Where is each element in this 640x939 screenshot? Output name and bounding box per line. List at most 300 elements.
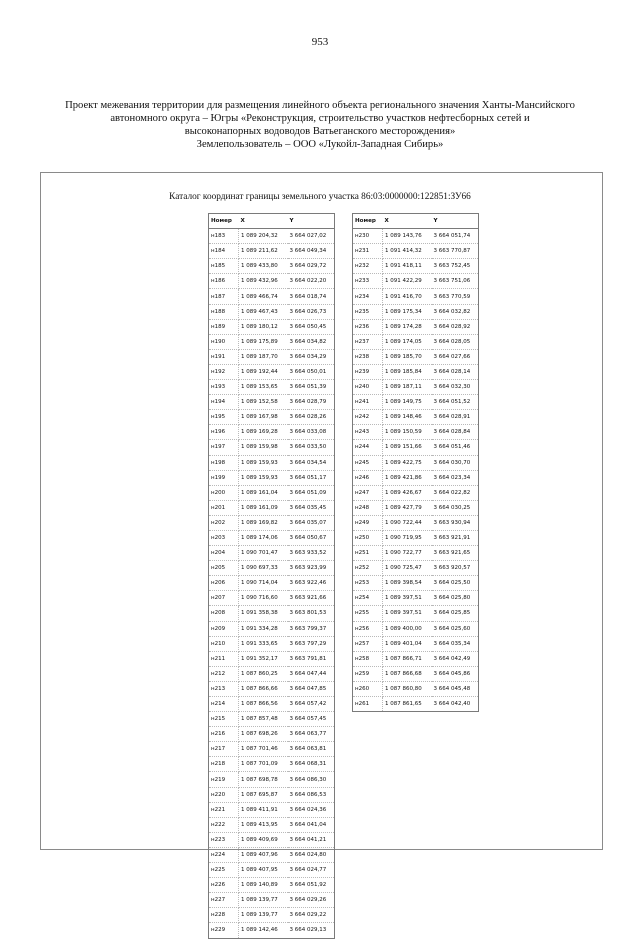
table-row (353, 319, 479, 334)
coordinate-x: 1 090 725,47 (383, 561, 432, 576)
coordinate-x: 1 089 143,76 (383, 229, 432, 244)
coordinate-y: 3 664 028,92 (432, 319, 479, 334)
point-number: н210 (209, 636, 239, 651)
coordinate-y: 3 664 035,45 (288, 500, 335, 515)
point-number: н236 (353, 319, 383, 334)
point-number: н239 (353, 364, 383, 379)
coordinate-x: 1 089 142,46 (239, 923, 288, 938)
point-number: н241 (353, 395, 383, 410)
table-row (209, 485, 335, 500)
coordinate-x: 1 089 159,98 (239, 440, 288, 455)
coordinate-x: 1 089 204,32 (239, 229, 288, 244)
table-row (209, 576, 335, 591)
point-number: н258 (353, 651, 383, 666)
coordinate-y: 3 664 063,77 (288, 727, 335, 742)
table-row (353, 440, 479, 455)
point-number: н245 (353, 455, 383, 470)
point-number: н213 (209, 681, 239, 696)
point-number: н252 (353, 561, 383, 576)
point-number: н261 (353, 697, 383, 712)
coordinate-x: 1 089 407,96 (239, 847, 288, 862)
table-row (209, 470, 335, 485)
coordinate-x: 1 089 139,77 (239, 893, 288, 908)
table-row (209, 606, 335, 621)
table-row (209, 787, 335, 802)
coordinate-y: 3 664 057,42 (288, 697, 335, 712)
point-number: н219 (209, 772, 239, 787)
table-row (209, 712, 335, 727)
table-row (209, 380, 335, 395)
table-row (209, 878, 335, 893)
coordinate-y: 3 664 051,17 (288, 470, 335, 485)
column-header-x: X (383, 214, 432, 229)
table-body-right (353, 229, 479, 712)
coordinate-y: 3 664 028,05 (432, 334, 479, 349)
point-number: н183 (209, 229, 239, 244)
header-line-4: Землепользователь – ООО «Лукойл-Западная Сибирь» (196, 139, 444, 150)
coordinate-x: 1 089 148,46 (383, 410, 432, 425)
point-number: н217 (209, 742, 239, 757)
coordinate-y: 3 663 921,65 (432, 546, 479, 561)
point-number: н259 (353, 666, 383, 681)
coordinate-y: 3 664 032,30 (432, 380, 479, 395)
coordinate-y: 3 664 051,09 (288, 485, 335, 500)
page-number: 953 (311, 36, 329, 48)
coordinate-x: 1 091 333,65 (239, 636, 288, 651)
coordinate-y: 3 664 027,66 (432, 349, 479, 364)
coordinate-y: 3 664 030,70 (432, 455, 479, 470)
coordinate-y: 3 663 752,45 (432, 259, 479, 274)
point-number: н215 (209, 712, 239, 727)
point-number: н257 (353, 636, 383, 651)
point-number: н189 (209, 319, 239, 334)
coordinate-x: 1 089 411,91 (239, 802, 288, 817)
coordinate-y: 3 663 920,57 (432, 561, 479, 576)
point-number: н198 (209, 455, 239, 470)
coordinate-x: 1 089 422,75 (383, 455, 432, 470)
coordinate-y: 3 664 022,82 (432, 485, 479, 500)
coordinate-x: 1 089 187,11 (383, 380, 432, 395)
column-header-y: Y (288, 214, 335, 229)
coordinate-y: 3 664 033,50 (288, 440, 335, 455)
point-number: н190 (209, 334, 239, 349)
table-row (353, 395, 479, 410)
table-row (209, 908, 335, 923)
table-row (209, 636, 335, 651)
coordinate-x: 1 091 358,38 (239, 606, 288, 621)
point-number: н234 (353, 289, 383, 304)
point-number: н185 (209, 259, 239, 274)
coordinate-x: 1 089 400,00 (383, 621, 432, 636)
table-row (353, 425, 479, 440)
table-row (209, 591, 335, 606)
coordinate-x: 1 089 407,95 (239, 863, 288, 878)
coordinate-y: 3 664 050,67 (288, 530, 335, 545)
table-row (209, 259, 335, 274)
point-number: н205 (209, 561, 239, 576)
table-row (209, 772, 335, 787)
point-number: н240 (353, 380, 383, 395)
point-number: н250 (353, 530, 383, 545)
coordinate-y: 3 664 050,45 (288, 319, 335, 334)
point-number: н251 (353, 546, 383, 561)
table-row (209, 742, 335, 757)
coordinate-x: 1 087 866,68 (383, 666, 432, 681)
point-number: н187 (209, 289, 239, 304)
point-number: н221 (209, 802, 239, 817)
table-row (353, 304, 479, 319)
coordinate-x: 1 090 722,77 (383, 546, 432, 561)
point-number: н244 (353, 440, 383, 455)
point-number: н247 (353, 485, 383, 500)
table-row (209, 863, 335, 878)
table-row (209, 304, 335, 319)
table-row (353, 697, 479, 712)
point-number: н228 (209, 908, 239, 923)
coordinate-y: 3 664 022,20 (288, 274, 335, 289)
coordinate-x: 1 090 719,95 (383, 530, 432, 545)
table-row (209, 410, 335, 425)
table-row (353, 364, 479, 379)
table-header-row (209, 214, 335, 229)
coordinate-y: 3 663 791,81 (288, 651, 335, 666)
point-number: н249 (353, 515, 383, 530)
coordinate-x: 1 090 714,04 (239, 576, 288, 591)
coordinate-y: 3 664 051,92 (288, 878, 335, 893)
coordinate-x: 1 087 701,46 (239, 742, 288, 757)
coordinate-y: 3 664 035,07 (288, 515, 335, 530)
coordinate-x: 1 089 140,89 (239, 878, 288, 893)
coordinate-x: 1 089 413,95 (239, 817, 288, 832)
table-row (353, 500, 479, 515)
coordinate-y: 3 663 921,91 (432, 530, 479, 545)
table-row (353, 530, 479, 545)
coordinate-x: 1 087 701,09 (239, 757, 288, 772)
point-number: н197 (209, 440, 239, 455)
table-row (353, 470, 479, 485)
point-number: н196 (209, 425, 239, 440)
coordinate-x: 1 089 192,44 (239, 364, 288, 379)
coordinate-x: 1 087 866,66 (239, 681, 288, 696)
table-row (209, 651, 335, 666)
coordinate-y: 3 664 032,82 (432, 304, 479, 319)
table-row (209, 334, 335, 349)
header-line-3: высоконапорных водоводов Ватьеганского месторождения» (184, 126, 456, 137)
point-number: н194 (209, 395, 239, 410)
coordinate-x: 1 091 352,17 (239, 651, 288, 666)
point-number: н235 (353, 304, 383, 319)
coordinate-y: 3 664 025,50 (432, 576, 479, 591)
table-row (353, 621, 479, 636)
point-number: н246 (353, 470, 383, 485)
coordinate-x: 1 089 149,75 (383, 395, 432, 410)
point-number: н233 (353, 274, 383, 289)
table-row (209, 666, 335, 681)
coordinate-y: 3 664 047,44 (288, 666, 335, 681)
coordinate-x: 1 089 169,28 (239, 425, 288, 440)
coordinate-y: 3 664 024,36 (288, 802, 335, 817)
header-line-2: автономного округа – Югры «Реконструкция, строительство участков нефтесборных сетей и (110, 113, 530, 124)
coordinate-x: 1 089 174,06 (239, 530, 288, 545)
coordinate-x: 1 089 409,69 (239, 832, 288, 847)
table-row (209, 349, 335, 364)
table-row (209, 515, 335, 530)
coordinate-y: 3 664 028,14 (432, 364, 479, 379)
coordinate-x: 1 089 398,54 (383, 576, 432, 591)
coordinate-y: 3 664 051,52 (432, 395, 479, 410)
point-number: н253 (353, 576, 383, 591)
point-number: н224 (209, 847, 239, 862)
table-row (209, 546, 335, 561)
coordinate-y: 3 664 063,81 (288, 742, 335, 757)
table-row (353, 334, 479, 349)
coordinate-y: 3 664 023,34 (432, 470, 479, 485)
header-line-1: Проект межевания территории для размещения линейного объекта регионального значения Ханты-Мансийского (65, 100, 575, 111)
point-number: н188 (209, 304, 239, 319)
coordinate-x: 1 089 211,62 (239, 244, 288, 259)
point-number: н207 (209, 591, 239, 606)
coordinate-x: 1 087 861,65 (383, 697, 432, 712)
coordinates-table-right (352, 213, 479, 712)
column-header-number: Номер (209, 214, 239, 229)
point-number: н229 (209, 923, 239, 938)
point-number: н220 (209, 787, 239, 802)
coordinate-x: 1 089 432,96 (239, 274, 288, 289)
point-number: н232 (353, 259, 383, 274)
table-row (209, 697, 335, 712)
table-row (353, 651, 479, 666)
coordinate-y: 3 664 027,02 (288, 229, 335, 244)
coordinate-x: 1 089 467,43 (239, 304, 288, 319)
point-number: н191 (209, 349, 239, 364)
coordinate-y: 3 664 024,80 (288, 847, 335, 862)
coordinate-x: 1 089 159,93 (239, 455, 288, 470)
coordinate-y: 3 664 035,34 (432, 636, 479, 651)
catalog-title: Каталог координат границы земельного участка 86:03:0000000:122851:ЗУ66 (169, 192, 471, 202)
point-number: н214 (209, 697, 239, 712)
table-row (209, 802, 335, 817)
table-row (209, 832, 335, 847)
coordinate-y: 3 664 034,82 (288, 334, 335, 349)
point-number: н222 (209, 817, 239, 832)
table-row (209, 455, 335, 470)
coordinate-y: 3 663 923,99 (288, 561, 335, 576)
column-header-y: Y (432, 214, 479, 229)
table-row (209, 440, 335, 455)
coordinate-x: 1 090 716,60 (239, 591, 288, 606)
point-number: н200 (209, 485, 239, 500)
coordinate-x: 1 089 397,51 (383, 606, 432, 621)
coordinate-y: 3 664 033,08 (288, 425, 335, 440)
coordinate-y: 3 663 770,59 (432, 289, 479, 304)
table-row (353, 380, 479, 395)
point-number: н227 (209, 893, 239, 908)
coordinate-x: 1 089 174,28 (383, 319, 432, 334)
point-number: н204 (209, 546, 239, 561)
coordinate-x: 1 089 161,09 (239, 500, 288, 515)
coordinate-x: 1 091 334,28 (239, 621, 288, 636)
point-number: н186 (209, 274, 239, 289)
table-header-row (353, 214, 479, 229)
coordinate-x: 1 087 857,48 (239, 712, 288, 727)
table-row (209, 847, 335, 862)
coordinate-x: 1 089 151,66 (383, 440, 432, 455)
table-row (209, 364, 335, 379)
point-number: н248 (353, 500, 383, 515)
table-row (353, 606, 479, 621)
table-row (353, 636, 479, 651)
table-row (209, 425, 335, 440)
coordinate-x: 1 090 697,33 (239, 561, 288, 576)
coordinate-y: 3 664 051,46 (432, 440, 479, 455)
coordinate-y: 3 664 025,80 (432, 591, 479, 606)
coordinate-y: 3 663 770,87 (432, 244, 479, 259)
table-row (209, 923, 335, 938)
coordinate-x: 1 089 433,80 (239, 259, 288, 274)
point-number: н199 (209, 470, 239, 485)
coordinate-y: 3 664 028,84 (432, 425, 479, 440)
point-number: н216 (209, 727, 239, 742)
coordinate-y: 3 664 029,13 (288, 923, 335, 938)
coordinate-x: 1 089 426,67 (383, 485, 432, 500)
coordinate-x: 1 089 161,04 (239, 485, 288, 500)
coordinate-y: 3 663 797,29 (288, 636, 335, 651)
coordinate-y: 3 663 751,06 (432, 274, 479, 289)
coordinate-x: 1 087 860,80 (383, 681, 432, 696)
coordinate-x: 1 087 860,25 (239, 666, 288, 681)
coordinate-y: 3 664 057,45 (288, 712, 335, 727)
table-row (353, 274, 479, 289)
table-row (353, 576, 479, 591)
table-row (209, 727, 335, 742)
coordinate-y: 3 664 025,85 (432, 606, 479, 621)
point-number: н209 (209, 621, 239, 636)
coordinate-y: 3 663 922,46 (288, 576, 335, 591)
column-header-x: X (239, 214, 288, 229)
coordinate-x: 1 089 185,70 (383, 349, 432, 364)
point-number: н260 (353, 681, 383, 696)
coordinate-x: 1 089 187,70 (239, 349, 288, 364)
point-number: н212 (209, 666, 239, 681)
coordinate-x: 1 087 695,87 (239, 787, 288, 802)
table-row (353, 349, 479, 364)
point-number: н243 (353, 425, 383, 440)
point-number: н218 (209, 757, 239, 772)
coordinate-y: 3 664 086,53 (288, 787, 335, 802)
coordinate-y: 3 664 034,29 (288, 349, 335, 364)
point-number: н238 (353, 349, 383, 364)
project-header (40, 99, 600, 151)
coordinate-y: 3 664 025,60 (432, 621, 479, 636)
coordinate-x: 1 089 175,34 (383, 304, 432, 319)
coordinate-x: 1 091 414,32 (383, 244, 432, 259)
coordinate-y: 3 664 049,34 (288, 244, 335, 259)
point-number: н223 (209, 832, 239, 847)
point-number: н202 (209, 515, 239, 530)
coordinate-y: 3 664 030,25 (432, 500, 479, 515)
coordinate-y: 3 664 029,72 (288, 259, 335, 274)
coordinate-x: 1 089 421,86 (383, 470, 432, 485)
table-row (209, 289, 335, 304)
coordinate-x: 1 089 169,82 (239, 515, 288, 530)
table-row (353, 410, 479, 425)
point-number: н226 (209, 878, 239, 893)
coordinate-y: 3 664 018,74 (288, 289, 335, 304)
coordinate-x: 1 089 139,77 (239, 908, 288, 923)
coordinate-y: 3 663 933,52 (288, 546, 335, 561)
point-number: н255 (353, 606, 383, 621)
point-number: н201 (209, 500, 239, 515)
table-row (209, 229, 335, 244)
coordinate-x: 1 089 159,93 (239, 470, 288, 485)
coordinate-y: 3 663 921,66 (288, 591, 335, 606)
table-row (209, 561, 335, 576)
point-number: н237 (353, 334, 383, 349)
point-number: н208 (209, 606, 239, 621)
coordinate-y: 3 664 041,04 (288, 817, 335, 832)
table-row (353, 485, 479, 500)
point-number: н211 (209, 651, 239, 666)
point-number: н225 (209, 863, 239, 878)
coordinate-y: 3 664 028,79 (288, 395, 335, 410)
table-row (353, 561, 479, 576)
coordinate-y: 3 664 041,21 (288, 832, 335, 847)
coordinate-x: 1 087 698,78 (239, 772, 288, 787)
coordinate-y: 3 664 045,48 (432, 681, 479, 696)
table-row (353, 591, 479, 606)
table-row (209, 244, 335, 259)
point-number: н254 (353, 591, 383, 606)
coordinate-x: 1 087 866,56 (239, 697, 288, 712)
table-row (353, 546, 479, 561)
table-row (353, 259, 479, 274)
table-row (209, 530, 335, 545)
coordinate-y: 3 664 034,54 (288, 455, 335, 470)
coordinate-x: 1 089 175,89 (239, 334, 288, 349)
coordinate-y: 3 664 051,74 (432, 229, 479, 244)
coordinate-y: 3 664 047,85 (288, 681, 335, 696)
coordinate-y: 3 664 042,40 (432, 697, 479, 712)
coordinate-x: 1 091 422,29 (383, 274, 432, 289)
table-row (209, 319, 335, 334)
coordinate-x: 1 089 185,84 (383, 364, 432, 379)
table-row (209, 621, 335, 636)
point-number: н256 (353, 621, 383, 636)
table-row (353, 229, 479, 244)
table-row (209, 274, 335, 289)
point-number: н192 (209, 364, 239, 379)
point-number: н195 (209, 410, 239, 425)
coordinate-x: 1 091 418,11 (383, 259, 432, 274)
point-number: н193 (209, 380, 239, 395)
coordinate-y: 3 664 068,31 (288, 757, 335, 772)
coordinate-y: 3 664 029,26 (288, 893, 335, 908)
coordinates-table-left (208, 213, 335, 939)
coordinate-x: 1 090 701,47 (239, 546, 288, 561)
coordinate-x: 1 089 153,65 (239, 380, 288, 395)
coordinate-y: 3 664 086,30 (288, 772, 335, 787)
coordinate-x: 1 089 180,12 (239, 319, 288, 334)
coordinate-x: 1 089 401,04 (383, 636, 432, 651)
table-row (209, 500, 335, 515)
table-row (209, 893, 335, 908)
table-row (209, 681, 335, 696)
coordinate-x: 1 087 698,26 (239, 727, 288, 742)
coordinate-x: 1 087 866,71 (383, 651, 432, 666)
coordinate-y: 3 663 799,37 (288, 621, 335, 636)
coordinate-y: 3 664 029,22 (288, 908, 335, 923)
point-number: н230 (353, 229, 383, 244)
